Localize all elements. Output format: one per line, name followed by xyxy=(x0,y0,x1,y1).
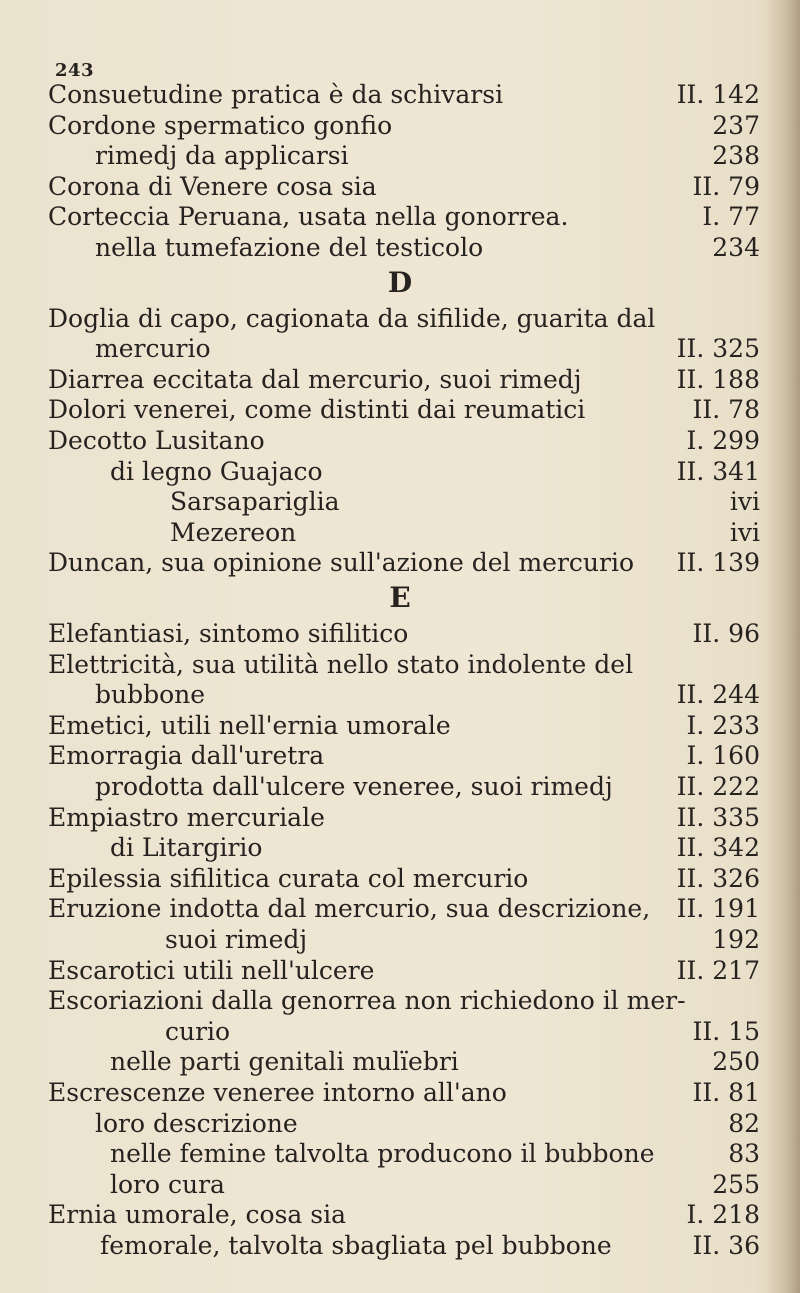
entry-reference: II. 96 xyxy=(692,619,760,648)
entry-reference: ivi xyxy=(729,487,760,517)
entry-reference: I. 299 xyxy=(686,426,760,455)
entry-text: Diarrea eccitata dal mercurio, suoi rimedj xyxy=(48,364,582,394)
entry-reference: II. 15 xyxy=(692,1016,760,1046)
index-entry xyxy=(0,986,800,1016)
entry-text: Consuetudine pratica è da schivarsi xyxy=(48,80,504,109)
index-entry xyxy=(0,894,800,924)
index-entry xyxy=(0,956,800,986)
entry-reference: 83 xyxy=(728,1139,760,1169)
entry-reference: 234 xyxy=(712,233,760,262)
entry-text: Emetici, utili nell'ernia umorale xyxy=(48,710,451,740)
entry-text: Mezereon xyxy=(170,517,297,547)
index-entry xyxy=(0,680,800,710)
entry-text: Corteccia Peruana, usata nella gonorrea. xyxy=(48,202,569,232)
entry-text: Duncan, sua opinione sull'azione del mercurio xyxy=(48,548,635,578)
index-entry xyxy=(0,172,800,202)
entry-reference: II. 79 xyxy=(692,171,760,201)
index-entry xyxy=(0,518,800,548)
section-letter-d: D xyxy=(387,265,413,299)
entry-reference: II. 222 xyxy=(676,772,760,801)
entry-text: loro descrizione xyxy=(95,1108,298,1138)
index-entry xyxy=(0,1078,800,1108)
entry-reference: II. 341 xyxy=(676,456,760,486)
entry-reference: I. 233 xyxy=(686,710,760,740)
index-entry xyxy=(0,487,800,517)
index-entry xyxy=(0,1170,800,1200)
index-entry xyxy=(0,426,800,456)
entry-text: Dolori venerei, come distinti dai reumatici xyxy=(48,395,586,425)
index-entry xyxy=(0,395,800,425)
entry-text: loro cura xyxy=(110,1169,225,1199)
entry-text: Elettricità, sua utilità nello stato indolente del xyxy=(48,649,634,679)
index-entry xyxy=(0,334,800,364)
index-entry xyxy=(0,711,800,741)
index-entry xyxy=(0,864,800,894)
entry-text: nella tumefazione del testicolo xyxy=(95,233,484,262)
entry-reference: II. 188 xyxy=(676,364,760,394)
entry-text: femorale, talvolta sbagliata pel bubbone xyxy=(100,1231,612,1260)
index-entry xyxy=(0,202,800,232)
entry-text: Eruzione indotta dal mercurio, sua descrizione, xyxy=(48,894,651,924)
index-entry xyxy=(0,111,800,141)
entry-text: Escrescenze veneree intorno all'ano xyxy=(48,1078,507,1107)
index-entry xyxy=(0,833,800,863)
index-entry xyxy=(0,803,800,833)
entry-reference: II. 81 xyxy=(692,1078,760,1107)
entry-text: Escarotici utili nell'ulcere xyxy=(48,955,375,985)
entry-reference: 238 xyxy=(712,141,760,171)
index-entry xyxy=(0,650,800,680)
entry-reference: II. 335 xyxy=(676,802,760,832)
entry-text: mercurio xyxy=(95,334,211,364)
entry-text: Escoriazioni dalla genorrea non richiedono il mer- xyxy=(48,986,686,1016)
index-entry xyxy=(0,1017,800,1047)
entry-reference: 250 xyxy=(712,1047,760,1077)
entry-reference: 192 xyxy=(712,925,760,954)
entry-text: Ernia umorale, cosa sia xyxy=(48,1200,347,1230)
index-entry xyxy=(0,925,800,955)
entry-reference: II. 342 xyxy=(676,833,760,863)
entry-text: rimedj da applicarsi xyxy=(95,141,349,171)
entry-text: prodotta dall'ulcere veneree, suoi rimedj xyxy=(95,772,613,801)
entry-text: Cordone spermatico gonfio xyxy=(48,110,393,140)
index-entry xyxy=(0,1200,800,1230)
entry-reference: 237 xyxy=(712,110,760,140)
entry-text: Emorragia dall'uretra xyxy=(48,741,325,771)
index-entry xyxy=(0,1047,800,1077)
entry-reference: I. 160 xyxy=(686,741,760,771)
entry-text: Sarsapariglia xyxy=(170,487,340,517)
index-entry xyxy=(0,1139,800,1169)
index-entry xyxy=(0,1109,800,1139)
index-entry xyxy=(0,548,800,578)
entry-reference: II. 36 xyxy=(692,1231,760,1260)
section-letter-e: E xyxy=(389,581,411,614)
index-entry xyxy=(0,772,800,802)
index-entry xyxy=(0,80,800,110)
index-entry xyxy=(0,457,800,487)
index-entry xyxy=(0,365,800,395)
entry-text: Doglia di capo, cagionata da sifilide, guarita dal xyxy=(48,303,656,333)
entry-reference: 255 xyxy=(712,1169,760,1199)
entry-reference: II. 142 xyxy=(676,80,760,109)
entry-text: Decotto Lusitano xyxy=(48,426,265,455)
entry-reference: II. 325 xyxy=(676,334,760,364)
entry-text: di Litargirio xyxy=(110,833,263,863)
entry-text: bubbone xyxy=(95,680,206,710)
index-entry xyxy=(0,619,800,649)
index-entry xyxy=(0,1231,800,1261)
entry-text: suoi rimedj xyxy=(165,925,308,954)
entry-reference: II. 139 xyxy=(676,548,760,578)
index-entry xyxy=(0,304,800,334)
index-entry xyxy=(0,141,800,171)
entry-reference: II. 244 xyxy=(676,680,760,710)
entry-text: di legno Guajaco xyxy=(110,456,323,486)
entry-text: nelle parti genitali mulïebri xyxy=(110,1047,459,1077)
index-entry xyxy=(0,741,800,771)
entry-reference: II. 326 xyxy=(676,863,760,893)
page-number: 243 xyxy=(55,60,95,81)
entry-reference: II. 191 xyxy=(676,894,760,924)
entry-reference: I. 218 xyxy=(686,1200,760,1230)
entry-reference: I. 77 xyxy=(702,202,760,232)
index-entry xyxy=(0,233,800,263)
entry-text: Epilessia sifilitica curata col mercurio xyxy=(48,863,529,893)
entry-text: Elefantiasi, sintomo sifilitico xyxy=(48,619,409,648)
entry-text: Corona di Venere cosa sia xyxy=(48,171,377,201)
entry-text: nelle femine talvolta producono il bubbone xyxy=(110,1139,655,1169)
entry-reference: II. 217 xyxy=(676,955,760,985)
entry-reference: 82 xyxy=(728,1108,760,1138)
entry-text: curio xyxy=(165,1016,231,1046)
entry-reference: II. 78 xyxy=(692,395,760,425)
entry-text: Empiastro mercuriale xyxy=(48,802,325,832)
entry-reference: ivi xyxy=(729,517,760,547)
